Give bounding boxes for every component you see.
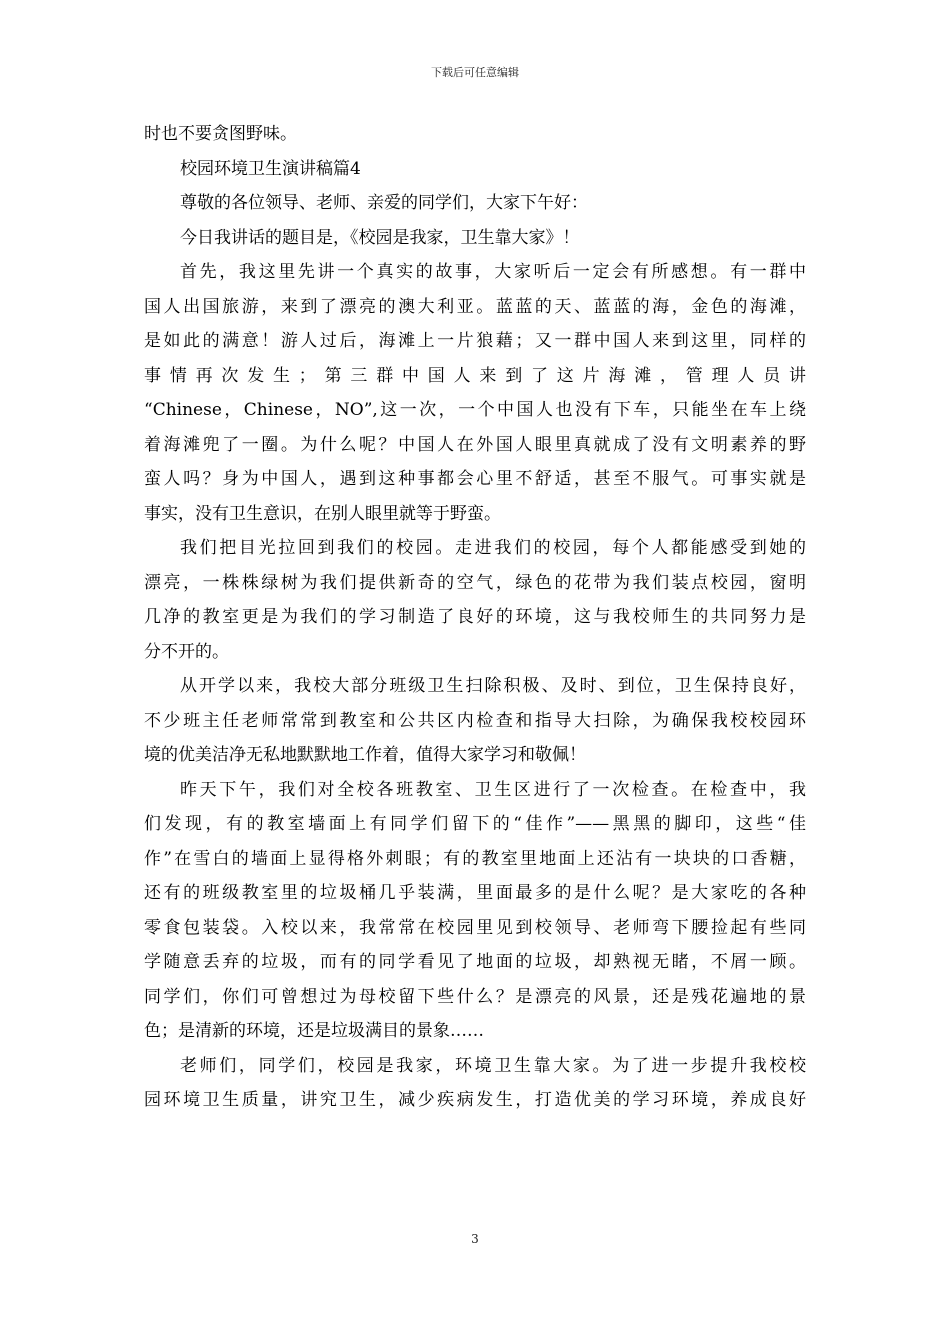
text-line: 漂亮，一株株绿树为我们提供新奇的空气，绿色的花带为我们装点校园，窗明 bbox=[144, 572, 806, 593]
text-line: 园环境卫生质量，讲究卫生，减少疾病发生，打造优美的学习环境，养成良好 bbox=[144, 1090, 806, 1110]
text-line: 同学们，你们可曾想过为母校留下些什么？是漂亮的风景，还是残花遍地的景 bbox=[144, 986, 806, 1007]
text-line: 分不开的。 bbox=[144, 641, 229, 662]
text-line: 昨天下午，我们对全校各班教室、卫生区进行了一次检查。在检查中，我 bbox=[180, 779, 806, 800]
text-line: 事实，没有卫生意识，在别人眼里就等于野蛮。 bbox=[144, 503, 501, 524]
text-line: 尊敬的各位领导、老师、亲爱的同学们，大家下午好： bbox=[180, 193, 588, 213]
text-line: “Chinese，Chinese，NO”,这一次，一个中国人也没有下车，只能坐在车上绕 bbox=[144, 400, 806, 420]
page-header: 下载后可任意编辑 bbox=[431, 66, 519, 79]
text-line: 学随意丢弃的垃圾，而有的同学看见了地面的垃圾，却熟视无睹，不屑一顾。 bbox=[144, 952, 806, 972]
text-line: 老师们，同学们，校园是我家，环境卫生靠大家。为了进一步提升我校校 bbox=[180, 1055, 806, 1076]
text-line: 几净的教室更是为我们的学习制造了良好的环境，这与我校师生的共同努力是 bbox=[144, 607, 806, 627]
text-line: 首先，我这里先讲一个真实的故事，大家听后一定会有所感想。有一群中 bbox=[180, 262, 806, 282]
text-line: 事情再次发生；第三群中国人来到了这片海滩，管理人员讲 bbox=[144, 365, 806, 386]
text-line: 不少班主任老师常常到教室和公共区内检查和指导大扫除，为确保我校校园环 bbox=[144, 710, 806, 731]
text-line: 今日我讲话的题目是，《校园是我家，卫生靠大家》！ bbox=[180, 227, 580, 248]
text-line: 还有的班级教室里的垃圾桶几乎装满，里面最多的是什么呢？是大家吃的各种 bbox=[144, 883, 806, 903]
text-line: 们发现，有的教室墙面上有同学们留下的“佳作”——黑黑的脚印，这些“佳 bbox=[144, 814, 806, 834]
document-body bbox=[144, 117, 806, 1118]
text-line: 境的优美洁净无私地默默地工作着，值得大家学习和敬佩！ bbox=[144, 745, 586, 765]
text-line: 国人出国旅游，来到了漂亮的澳大利亚。蓝蓝的天、蓝蓝的海，金色的海滩， bbox=[144, 296, 806, 317]
text-line: 色；是清新的环境，还是垃圾满目的景象…… bbox=[144, 1021, 484, 1041]
text-line: 时也不要贪图野味。 bbox=[144, 124, 297, 144]
text-line: 蛮人吗？身为中国人，遇到这种事都会心里不舒适，甚至不服气。可事实就是 bbox=[144, 469, 806, 489]
text-line: 是如此的满意！游人过后，海滩上一片狼藉；又一群中国人来到这里，同样的 bbox=[144, 331, 806, 351]
text-line: 作”在雪白的墙面上显得格外刺眼；有的教室里地面上还沾有一块块的口香糖， bbox=[144, 848, 806, 869]
text-line: 从开学以来，我校大部分班级卫生扫除积极、及时、到位，卫生保持良好， bbox=[180, 676, 806, 696]
text-line: 零食包装袋。入校以来，我常常在校园里见到校领导、老师弯下腰捡起有些同 bbox=[144, 917, 806, 938]
text-line: 我们把目光拉回到我们的校园。走进我们的校园，每个人都能感受到她的 bbox=[180, 538, 806, 558]
text-line: 着海滩兜了一圈。为什么呢？中国人在外国人眼里真就成了没有文明素养的野 bbox=[144, 434, 806, 455]
text-line: 校园环境卫生演讲稿篇4 bbox=[180, 158, 361, 179]
page-number: 3 bbox=[471, 1232, 479, 1246]
